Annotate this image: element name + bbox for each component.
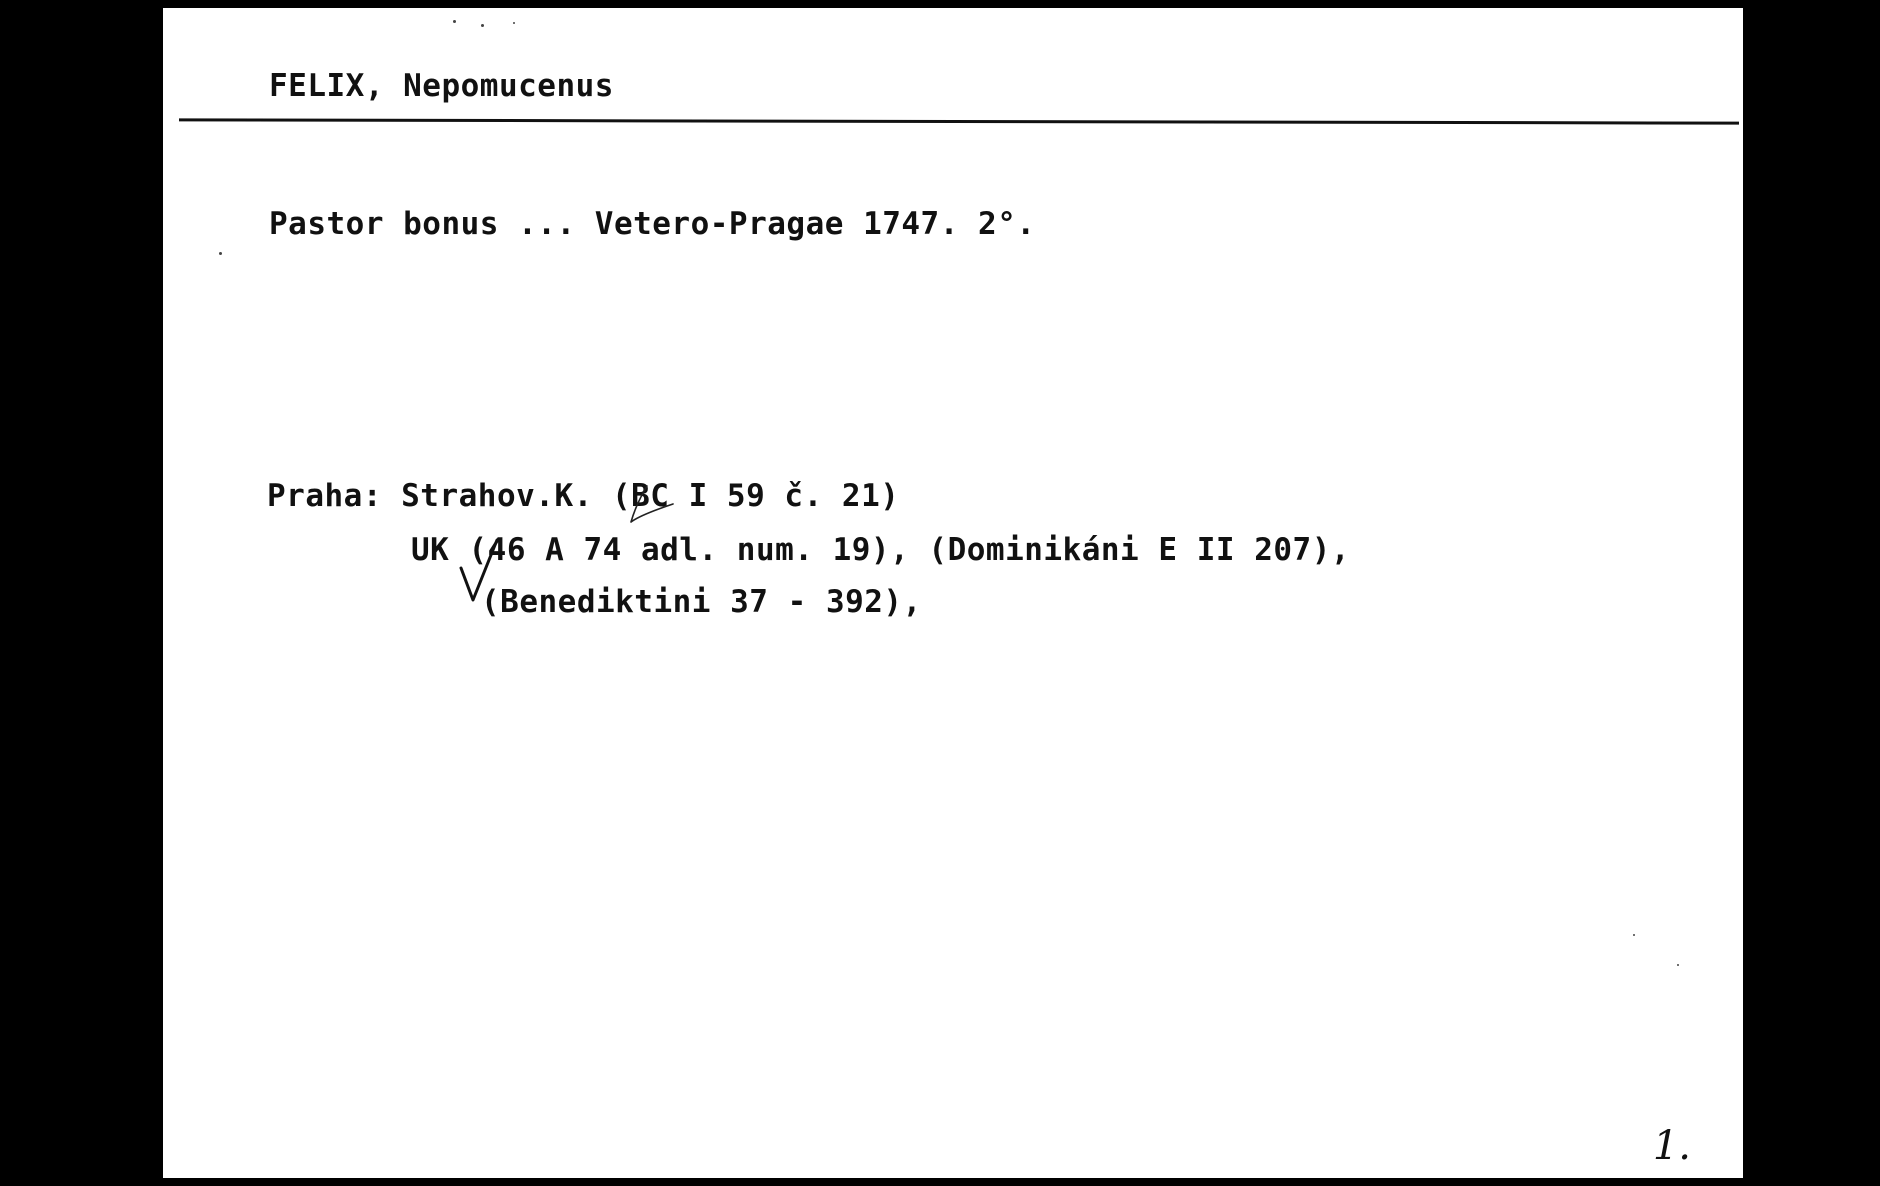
handwritten-check-mark-strahov bbox=[611, 482, 681, 532]
scan-speck bbox=[219, 252, 222, 255]
holding-line-3: (Benediktini 37 - 392), bbox=[481, 584, 922, 620]
holding-line-1: Praha: Strahov.K. (BC I 59 č. 21) bbox=[267, 478, 900, 514]
heading-rule bbox=[179, 118, 1739, 124]
catalog-card bbox=[163, 8, 1743, 1178]
holding-line-2: UK (46 A 74 adl. num. 19), (Dominikáni E II 207), bbox=[411, 532, 1351, 568]
scan-speck bbox=[1633, 934, 1635, 936]
scan-speck bbox=[513, 22, 515, 24]
scan-speck bbox=[1677, 964, 1679, 966]
scan-speck bbox=[481, 24, 484, 27]
card-title-line: Pastor bonus ... Vetero-Pragae 1747. 2°. bbox=[269, 206, 1036, 242]
scan-speck bbox=[453, 20, 456, 23]
card-heading-author: FELIX, Nepomucenus bbox=[269, 68, 614, 104]
handwritten-check-mark-uk bbox=[453, 534, 513, 606]
card-number: 1. bbox=[1652, 1123, 1691, 1169]
